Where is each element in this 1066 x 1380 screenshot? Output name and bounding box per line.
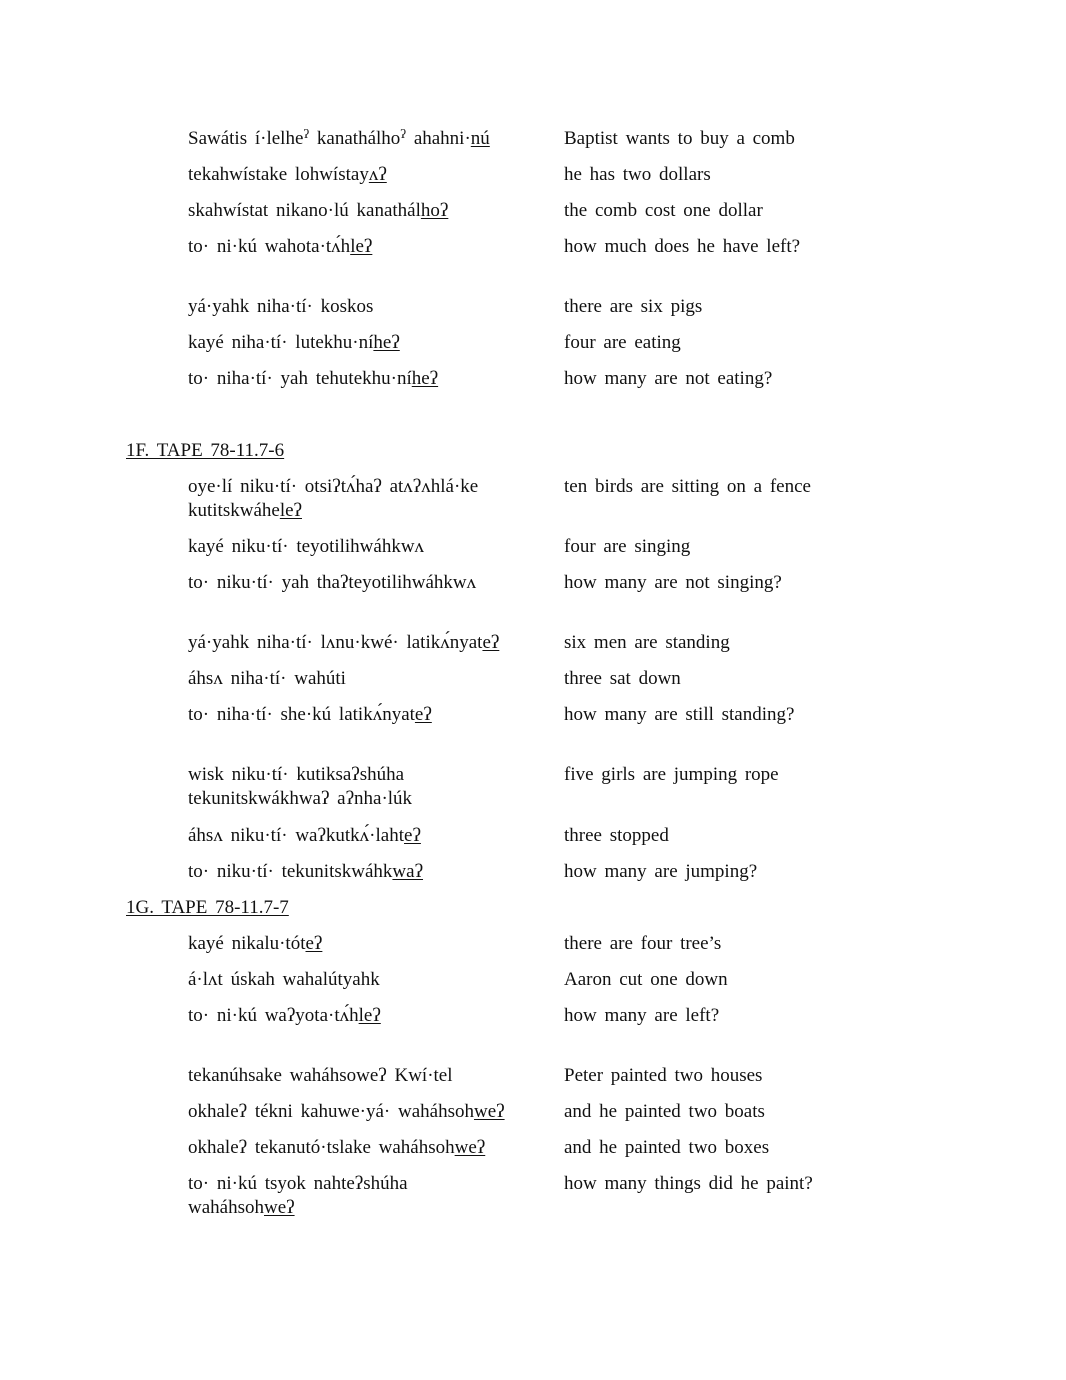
- section-heading-1g: 1G. TAPE 78-11.7-7: [126, 897, 289, 918]
- english-translation: three sat down: [564, 668, 681, 689]
- onondaga-text: áhsʌ niku·tí· waʔkutkʌ́·laht: [188, 825, 405, 846]
- onondaga-text: waháhsoh: [188, 1197, 264, 1218]
- onondaga-line: [188, 367, 548, 391]
- english-translation: how many are not eating?: [564, 368, 773, 389]
- english-translation: four are singing: [564, 536, 691, 557]
- stressed-ending: eʔ: [414, 704, 432, 725]
- english-translation: three stopped: [564, 825, 669, 846]
- english-translation: and he painted two boats: [564, 1101, 765, 1122]
- onondaga-line: [188, 1136, 548, 1160]
- onondaga-line: [188, 1100, 548, 1124]
- onondaga-line: [188, 199, 548, 223]
- english-translation: Baptist wants to buy a comb: [564, 128, 795, 149]
- onondaga-line: [188, 475, 548, 523]
- stressed-ending: leʔ: [279, 500, 302, 521]
- onondaga-line: áhsʌ niha·tí· wahúti: [188, 668, 346, 689]
- onondaga-text: wisk niku·tí· kutiksaʔshúha: [188, 764, 405, 785]
- onondaga-text: to· ni·kú wahota·tʌ́h: [188, 236, 351, 257]
- stressed-ending: heʔ: [373, 332, 400, 353]
- english-translation: and he painted two boxes: [564, 1137, 770, 1158]
- onondaga-line: [188, 235, 548, 259]
- onondaga-text: okhaleʔ tekanutó·tslake waháhsoh: [188, 1137, 455, 1158]
- stressed-ending: heʔ: [411, 368, 439, 389]
- english-translation: five girls are jumping rope: [564, 764, 779, 785]
- onondaga-text: ahahni·: [406, 128, 471, 149]
- onondaga-line: á·lʌt úskah wahalútyahk: [188, 969, 380, 990]
- onondaga-text: kayé nikalu·tót: [188, 933, 306, 954]
- english-translation: how many are still standing?: [564, 704, 795, 725]
- english-translation: how much does he have left?: [564, 236, 801, 257]
- onondaga-text: to· ni·kú tsyok nahteʔshúha: [188, 1173, 408, 1194]
- stressed-ending: leʔ: [358, 1005, 381, 1026]
- stressed-ending: leʔ: [350, 236, 373, 257]
- stressed-ending: ʌʔ: [368, 164, 387, 185]
- onondaga-text: to· niku·tí· tekunitskwáhk: [188, 861, 393, 882]
- english-translation: how many things did he paint?: [564, 1173, 813, 1194]
- stressed-ending: nú: [470, 128, 490, 149]
- english-translation: Peter painted two houses: [564, 1065, 763, 1086]
- onondaga-text: skahwístat nikano·lú kanathál: [188, 200, 421, 221]
- onondaga-line: [188, 763, 548, 811]
- english-translation: six men are standing: [564, 632, 730, 653]
- onondaga-text: to· niha·tí· she·kú latikʌ́nyat: [188, 704, 415, 725]
- stressed-ending: eʔ: [305, 933, 323, 954]
- onondaga-text: Sawátis í·lelhe: [188, 128, 304, 149]
- stressed-ending: weʔ: [263, 1197, 295, 1218]
- onondaga-line: [188, 127, 548, 152]
- onondaga-line: [188, 1004, 548, 1028]
- english-translation: how many are jumping?: [564, 861, 758, 882]
- onondaga-text: kutitskwáhe: [188, 500, 280, 521]
- onondaga-line: kayé niku·tí· teyotilihwáhkwʌ: [188, 536, 425, 557]
- onondaga-line: [188, 860, 548, 884]
- onondaga-line: tekanúhsake waháhsoweʔ Kwí·tel: [188, 1065, 453, 1086]
- english-translation: how many are not singing?: [564, 572, 782, 593]
- stressed-ending: weʔ: [454, 1137, 486, 1158]
- english-translation: four are eating: [564, 332, 681, 353]
- onondaga-line: [188, 703, 548, 727]
- onondaga-text: tekahwístake lohwístay: [188, 164, 369, 185]
- english-translation: how many are left?: [564, 1005, 720, 1026]
- glottal-mark: ʔ: [400, 126, 407, 141]
- onondaga-text: to· ni·kú waʔyota·tʌ́h: [188, 1005, 359, 1026]
- onondaga-text: kayé niha·tí· lutekhu·ní: [188, 332, 374, 353]
- onondaga-line: [188, 932, 548, 956]
- glottal-mark: ʔ: [303, 126, 310, 141]
- onondaga-text: kanathálho: [309, 128, 401, 149]
- stressed-ending: eʔ: [482, 632, 500, 653]
- onondaga-text: okhaleʔ tékni kahuwe·yá· waháhsoh: [188, 1101, 474, 1122]
- onondaga-line: [188, 824, 548, 848]
- onondaga-line: [188, 631, 548, 655]
- stressed-ending: hoʔ: [420, 200, 449, 221]
- onondaga-line: [188, 163, 548, 187]
- onondaga-line: [188, 331, 548, 355]
- english-translation: Aaron cut one down: [564, 969, 728, 990]
- onondaga-line: [188, 1172, 548, 1220]
- stressed-ending: waʔ: [392, 861, 424, 882]
- onondaga-text: to· niha·tí· yah tehutekhu·ní: [188, 368, 412, 389]
- onondaga-text: tekunitskwákhwaʔ aʔnha·lúk: [188, 788, 413, 809]
- english-translation: there are six pigs: [564, 296, 703, 317]
- onondaga-line: to· niku·tí· yah thaʔteyotilihwáhkwʌ: [188, 572, 477, 593]
- onondaga-line: yá·yahk niha·tí· koskos: [188, 296, 374, 317]
- stressed-ending: weʔ: [473, 1101, 505, 1122]
- section-heading-1f: 1F. TAPE 78-11.7-6: [126, 440, 285, 461]
- english-translation: he has two dollars: [564, 164, 711, 185]
- onondaga-text: oye·lí niku·tí· otsiʔtʌ́haʔ atʌʔʌhlá·ke: [188, 476, 479, 497]
- onondaga-text: yá·yahk niha·tí· lʌnu·kwé· latikʌ́nyat: [188, 632, 483, 653]
- stressed-ending: eʔ: [404, 825, 421, 846]
- english-translation: the comb cost one dollar: [564, 200, 763, 221]
- english-translation: there are four tree’s: [564, 933, 722, 954]
- english-translation: ten birds are sitting on a fence: [564, 476, 811, 497]
